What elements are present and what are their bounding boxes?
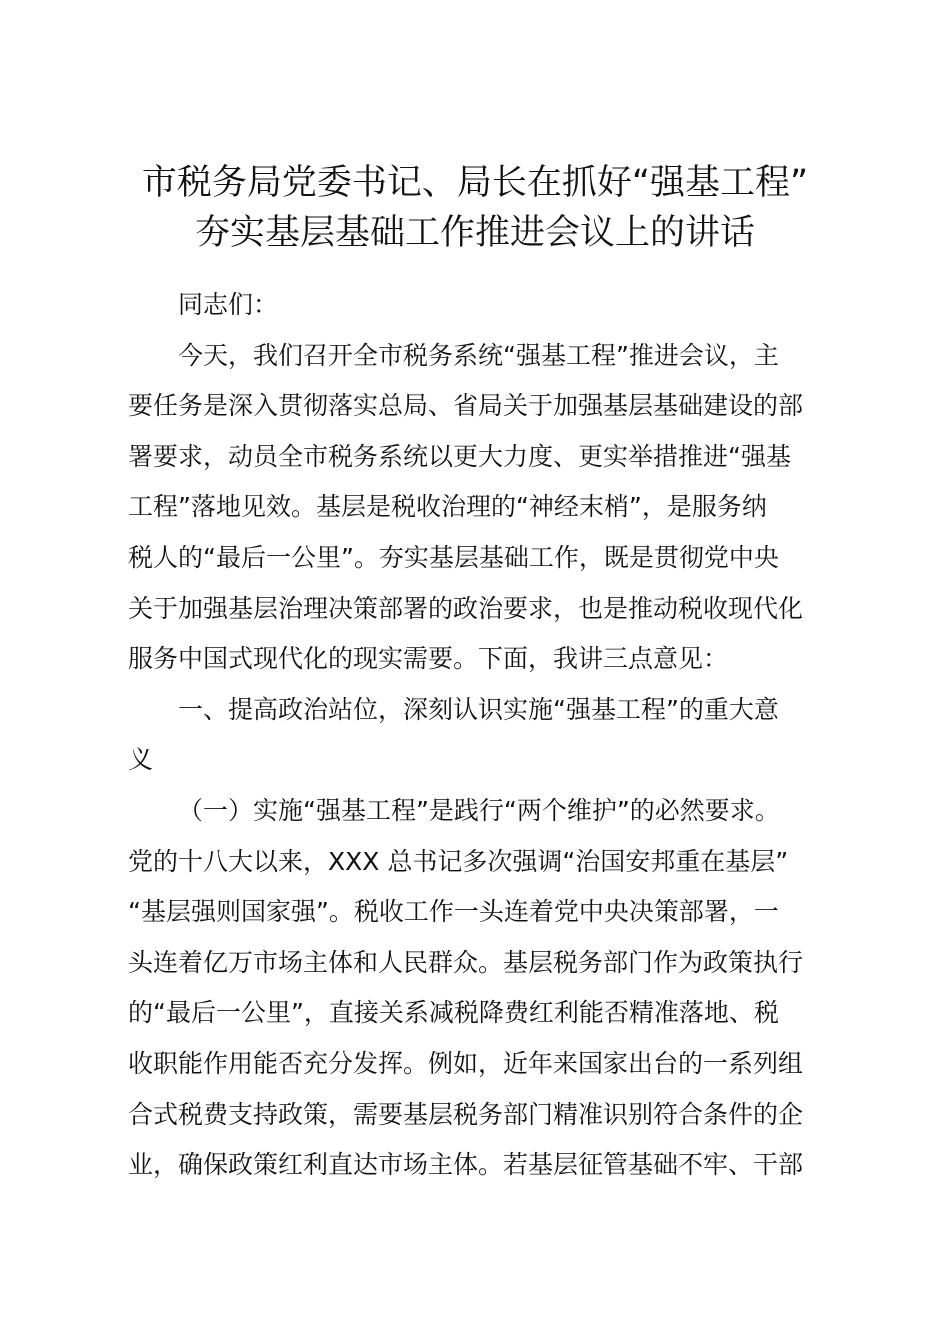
title-line-1: 市税务局党委书记、局长在抓好“强基工程” (141, 163, 809, 203)
body-line: 工程”落地见效。基层是税收治理的“神经末梢”，是服务纳 (128, 492, 767, 522)
body-line: 的“最后一公里”，直接关系减税降费红利能否精准落地、税 (128, 998, 779, 1028)
body-line: 署要求，动员全市税务系统以更大力度、更实举措推进“强基 (128, 441, 791, 471)
salutation: 同志们： (178, 290, 279, 319)
body-line: “基层强则国家强”。税收工作一头连着党中央决策部署，一 (128, 897, 779, 927)
body-line: 党的十八大以来，XXX 总书记多次强调“治国安邦重在基层” (128, 846, 789, 876)
body-line: 服务中国式现代化的现实需要。下面，我讲三点意见： (128, 644, 729, 674)
title-line-2: 夯实基层基础工作推进会议上的讲话 (194, 213, 755, 253)
body-line: 头连着亿万市场主体和人民群众。基层税务部门作为政策执行 (128, 947, 804, 977)
body-line: 收职能作用能否充分发挥。例如，近年来国家出台的一系列组 (128, 1048, 804, 1078)
body-line: 业，确保政策红利直达市场主体。若基层征管基础不牢、干部 (128, 1150, 804, 1180)
section-heading-1: 一、提高政治站位，深刻认识实施“强基工程”的重大意 (178, 694, 779, 724)
body-line: 关于加强基层治理决策部署的政治要求，也是推动税收现代化 (128, 593, 804, 623)
section-heading-1-cont: 义 (128, 745, 154, 775)
speech-title (100, 158, 850, 258)
subsection-heading-1: （一）实施“强基工程”是践行“两个维护”的必然要求。 (178, 795, 780, 825)
speech-body (128, 280, 833, 1191)
body-line: 税人的“最后一公里”。夯实基层基础工作，既是贯彻党中央 (128, 542, 779, 572)
body-line: 合式税费支持政策，需要基层税务部门精准识别符合条件的企 (128, 1099, 804, 1129)
body-line: 要任务是深入贯彻落实总局、省局关于加强基层基础建设的部 (128, 391, 804, 421)
body-line: 今天，我们召开全市税务系统“强基工程”推进会议，主 (178, 340, 779, 370)
